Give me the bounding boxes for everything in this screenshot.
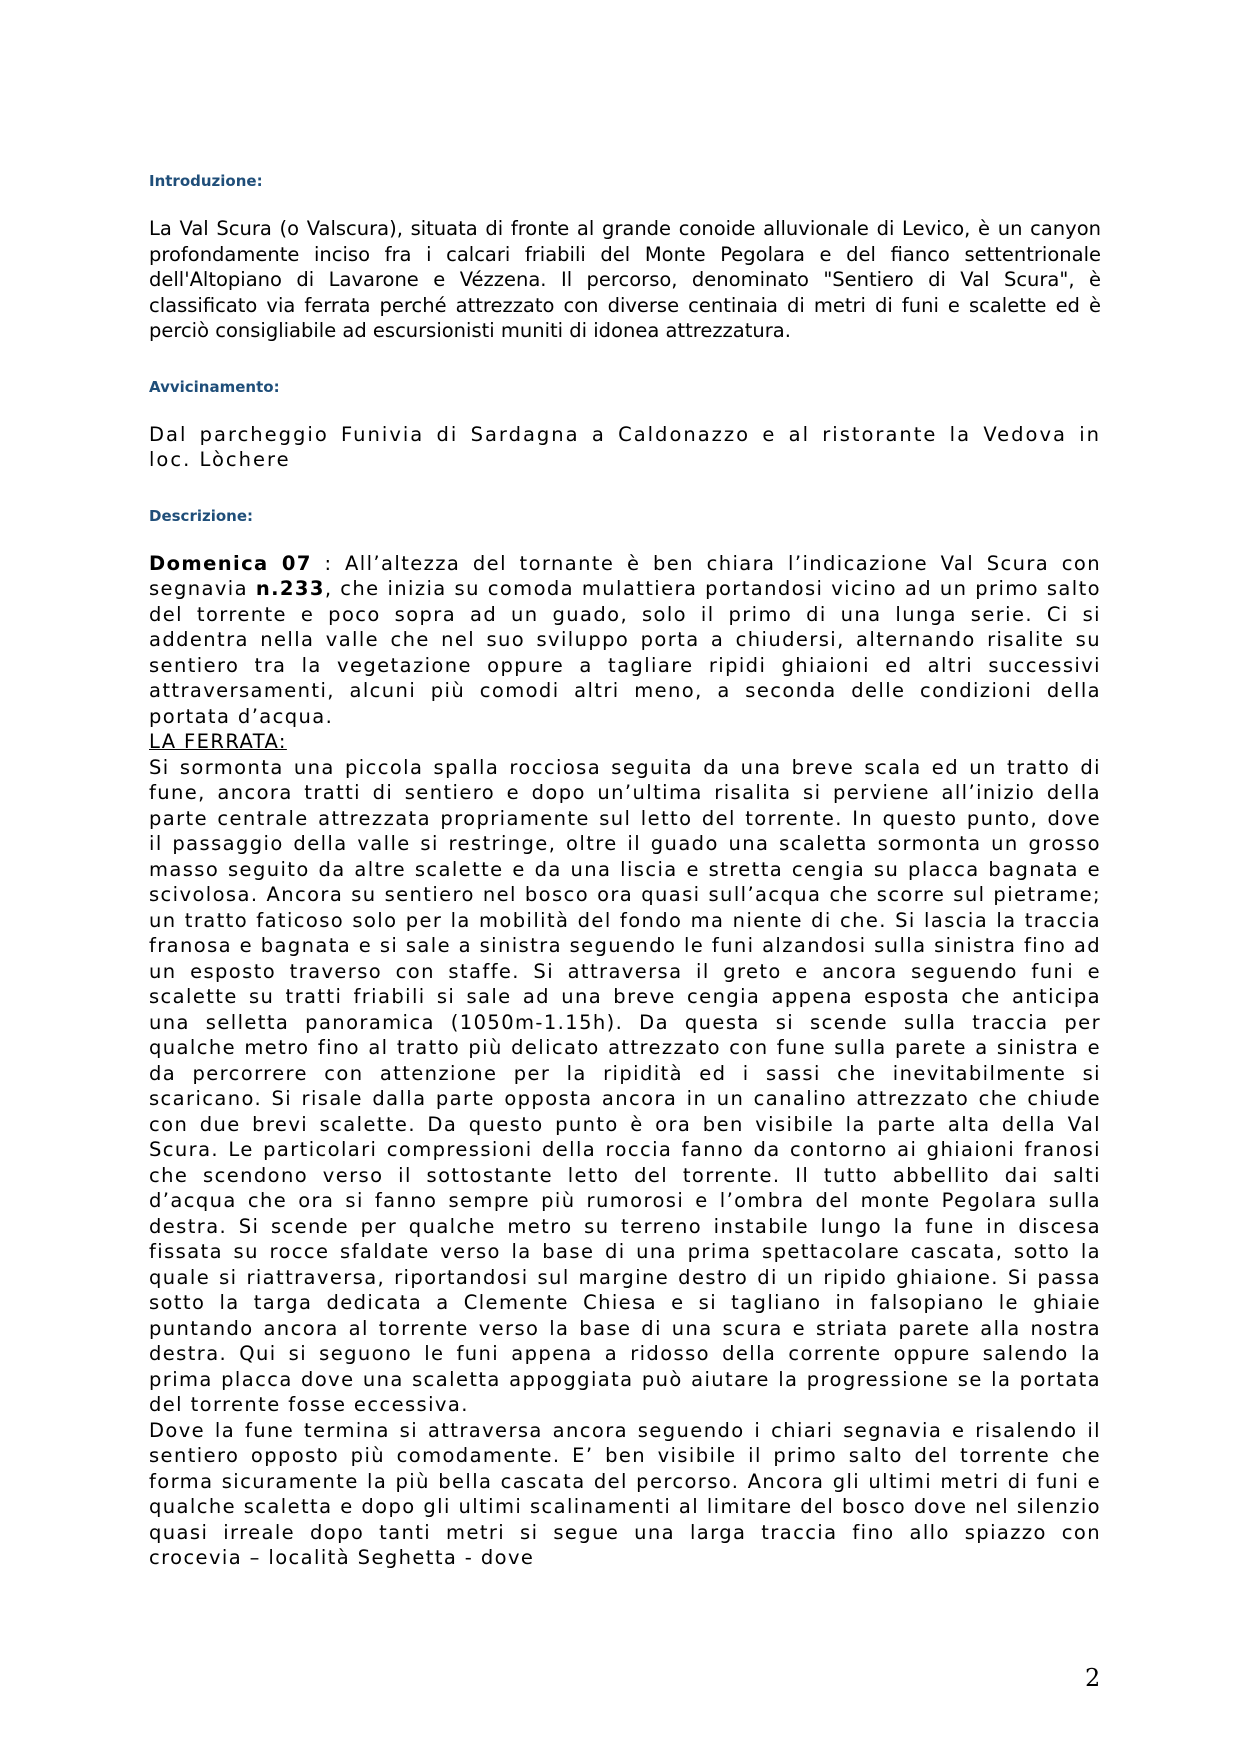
description-text-1a: : All’altezza del tornante è ben chiara l’indicazione Val Scura con segnavia [149,551,1101,600]
day-label: Domenica 07 [149,551,312,575]
ferrata-heading: LA FERRATA: [149,730,287,753]
description-heading: Descrizione: [149,506,254,525]
page-content [149,172,1101,1571]
approach-paragraph: Dal parcheggio Funivia di Sardagna a Caldonazzo e al ristorante la Vedova in loc. Lòchere [149,422,1101,471]
description-body [149,551,1101,1571]
description-text-1b: , che inizia su comoda mulattiera portandosi vicino ad un primo salto del torrente e poco sopra ad un guado, solo il primo di una lunga serie. Ci si addentra nella valle che nel suo sviluppo porta a chiudersi, alternando risalite su sentiero tra la vegetazione oppure a tagliare ripidi ghiaioni ed altri successivi attraversamenti, alcuni più comodi altri meno, a seconda delle condizioni della portata d’acqua. [149,577,1101,728]
description-paragraph-2: Si sormonta una piccola spalla rocciosa seguita da una breve scala ed un tratto di fune, ancora tratti di sentiero e dopo un’ultima risalita si perviene all’inizio della parte centrale attrezzata propriamente sul letto del torrente. In questo punto, dove il passaggio della valle si restringe, oltre il guado una scaletta sormonta un grosso masso seguito da altre scalette e da una liscia e stretta cengia su placca bagnata e scivolosa. Ancora su sentiero nel bosco ora quasi sull’acqua che scorre sul pietrame; un tratto faticoso solo per la mobilità del fondo ma niente di che. Si lascia la traccia franosa e bagnata e si sale a sinistra seguendo le funi alzandosi sulla sinistra fino ad un esposto traverso con staffe. Si attraversa il greto e ancora seguendo funi e scalette su tratti friabili si sale ad una breve cengia appena esposta che anticipa una selletta panoramica (1050m-1.15h). Da questa si scende sulla traccia per qualche metro fino al tratto più delicato attrezzato con fune sulla parete a sinistra e da percorrere con attenzione per la ripidità ed i sassi che inevitabilmente si scaricano. Si risale dalla parte opposta ancora in un canalino attrezzato che chiude con due brevi scalette. Da questo punto è ora ben visibile la parte alta della Val Scura. Le particolari compressioni della roccia fanno da contorno ai ghiaioni franosi che scendono verso il sottostante letto del torrente. Il tutto abbellito dai salti d’acqua che ora si fanno sempre più rumorosi e l’ombra del monte Pegolara sulla destra. Si scende per qualche metro su terreno instabile lungo la fune in discesa fissata su rocce sfaldate verso la base di una prima spettacolare cascata, sotto la quale si riattraversa, riportandosi sul margine destro di un ripido ghiaione. Si passa sotto la targa dedicata a Clemente Chiesa e si tagliano in falsopiano le ghiaie puntando ancora al torrente verso la base di una scura e striata parete alla nostra destra. Qui si seguono le funi appena a ridosso della corrente oppure salendo la prima placca dove una scaletta appoggiata può aiutare la progressione se la portata del torrente fosse eccessiva. [149,755,1101,1416]
page-number: 2 [1085,1664,1101,1692]
intro-heading: Introduzione: [149,172,263,190]
description-paragraph-3: Dove la fune termina si attraversa ancora seguendo i chiari segnavia e risalendo il sentiero opposto più comodamente. E’ ben visibile il primo salto del torrente che forma sicuramente la più bella cascata del percorso. Ancora gli ultimi metri di funi e qualche scaletta e dopo gli ultimi scalinamenti al limitare del bosco dove nel silenzio quasi irreale dopo tanti metri si segue una larga traccia fino allo spiazzo con crocevia – località Seghetta - dove [149,1418,1101,1569]
trail-number: n.233 [255,577,325,600]
approach-heading: Avvicinamento: [149,377,280,396]
description-paragraph-1 [149,551,1101,730]
intro-paragraph: La Val Scura (o Valscura), situata di fronte al grande conoide alluvionale di Levico, è un canyon profondamente inciso fra i calcari friabili del Monte Pegolara e del fianco settentrionale dell'Altopiano di Lavarone e Vézzena. Il percorso, denominato "Sentiero di Val Scura", è classificato via ferrata perché attrezzato con diverse centinaia di metri di funi e scalette ed è perciò consigliabile ad escursionisti muniti di idonea attrezzatura. [149,217,1101,342]
